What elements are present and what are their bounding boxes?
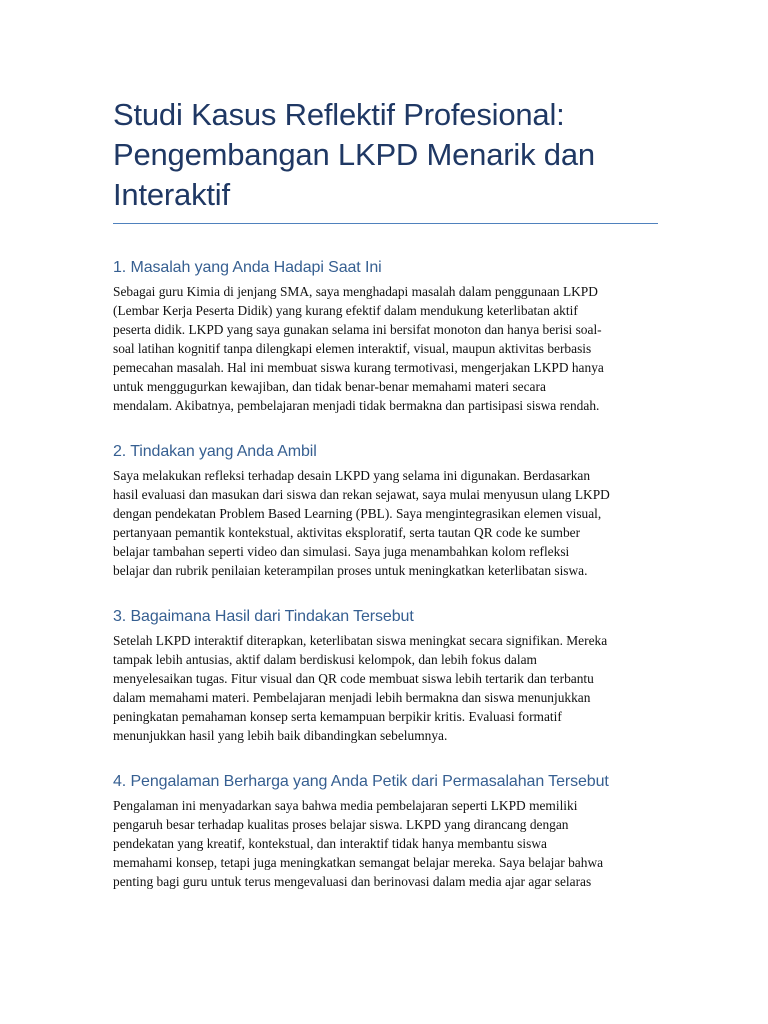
- paragraph-line: peserta didik. LKPD yang saya gunakan selama ini bersifat monoton dan hanya berisi soal-: [113, 322, 602, 337]
- paragraph-line: pengaruh besar terhadap kualitas proses belajar siswa. LKPD yang dirancang dengan: [113, 817, 569, 832]
- paragraph-line: Pengalaman ini menyadarkan saya bahwa media pembelajaran seperti LKPD memiliki: [113, 798, 578, 813]
- paragraph-line: peningkatan pemahaman konsep serta kemampuan berpikir kritis. Evaluasi formatif: [113, 709, 562, 724]
- paragraph-line: hasil evaluasi dan masukan dari siswa dan rekan sejawat, saya mulai menyusun ulang LKPD: [113, 487, 610, 502]
- paragraph-line: memahami konsep, tetapi juga meningkatkan semangat belajar mereka. Saya belajar bahwa: [113, 855, 604, 870]
- document-title: [113, 95, 658, 224]
- paragraph-line: menyelesaikan tugas. Fitur visual dan QR code membuat siswa lebih tertarik dan terbantu: [113, 671, 594, 686]
- paragraph-line: (Lembar Kerja Peserta Didik) yang kurang efektif dalam mendukung keterlibatan aktif: [113, 303, 578, 318]
- paragraph-line: belajar tambahan seperti video dan simulasi. Saya juga menambahkan kolom refleksi: [113, 544, 570, 559]
- paragraph-line: tampak lebih antusias, aktif dalam berdiskusi kelompok, dan lebih fokus dalam: [113, 652, 537, 667]
- paragraph-line: Sebagai guru Kimia di jenjang SMA, saya menghadapi masalah dalam penggunaan LKPD: [113, 284, 598, 299]
- section-paragraph: [113, 796, 658, 891]
- paragraph-line: untuk menggugurkan kewajiban, dan tidak benar-benar memahami materi secara: [113, 379, 546, 394]
- paragraph-line: soal latihan kognitif tanpa dilengkapi elemen interaktif, visual, maupun aktivitas berbasis: [113, 341, 592, 356]
- section-paragraph: [113, 631, 658, 745]
- paragraph-line: Setelah LKPD interaktif diterapkan, keterlibatan siswa meningkat secara signifikan. Mereka: [113, 633, 608, 648]
- title-line: Interaktif: [113, 177, 230, 212]
- section-tindakan: [113, 442, 658, 580]
- paragraph-line: belajar dan rubrik penilaian keterampilan proses untuk meningkatkan keterlibatan siswa.: [113, 563, 588, 578]
- paragraph-line: pertanyaan pemantik kontekstual, aktivitas eksploratif, serta tautan QR code ke sumber: [113, 525, 581, 540]
- section-paragraph: [113, 282, 658, 415]
- paragraph-line: penting bagi guru untuk terus mengevaluasi dan berinovasi dalam media ajar agar selaras: [113, 874, 592, 889]
- document-page: [113, 0, 658, 891]
- section-pengalaman: [113, 772, 658, 891]
- section-heading: 2. Tindakan yang Anda Ambil: [113, 443, 317, 460]
- section-heading: 4. Pengalaman Berharga yang Anda Petik dari Permasalahan Tersebut: [113, 773, 609, 790]
- paragraph-line: mendalam. Akibatnya, pembelajaran menjadi tidak bermakna dan partisipasi siswa rendah.: [113, 398, 600, 413]
- title-line: Studi Kasus Reflektif Profesional:: [113, 97, 565, 132]
- title-line: Pengembangan LKPD Menarik dan: [113, 137, 595, 172]
- section-masalah: [113, 258, 658, 415]
- paragraph-line: dengan pendekatan Problem Based Learning (PBL). Saya mengintegrasikan elemen visual,: [113, 506, 602, 521]
- paragraph-line: pendekatan yang kreatif, kontekstual, dan interaktif tidak hanya membantu siswa: [113, 836, 547, 851]
- section-paragraph: [113, 466, 658, 580]
- section-heading: 1. Masalah yang Anda Hadapi Saat Ini: [113, 259, 382, 276]
- paragraph-line: Saya melakukan refleksi terhadap desain LKPD yang selama ini digunakan. Berdasarkan: [113, 468, 591, 483]
- paragraph-line: pemecahan masalah. Hal ini membuat siswa kurang termotivasi, mengerjakan LKPD hanya: [113, 360, 604, 375]
- section-heading: 3. Bagaimana Hasil dari Tindakan Tersebut: [113, 608, 414, 625]
- paragraph-line: menunjukkan hasil yang lebih baik dibandingkan sebelumnya.: [113, 728, 448, 743]
- section-hasil: [113, 607, 658, 745]
- paragraph-line: dalam memahami materi. Pembelajaran menjadi lebih bermakna dan siswa menunjukkan: [113, 690, 591, 705]
